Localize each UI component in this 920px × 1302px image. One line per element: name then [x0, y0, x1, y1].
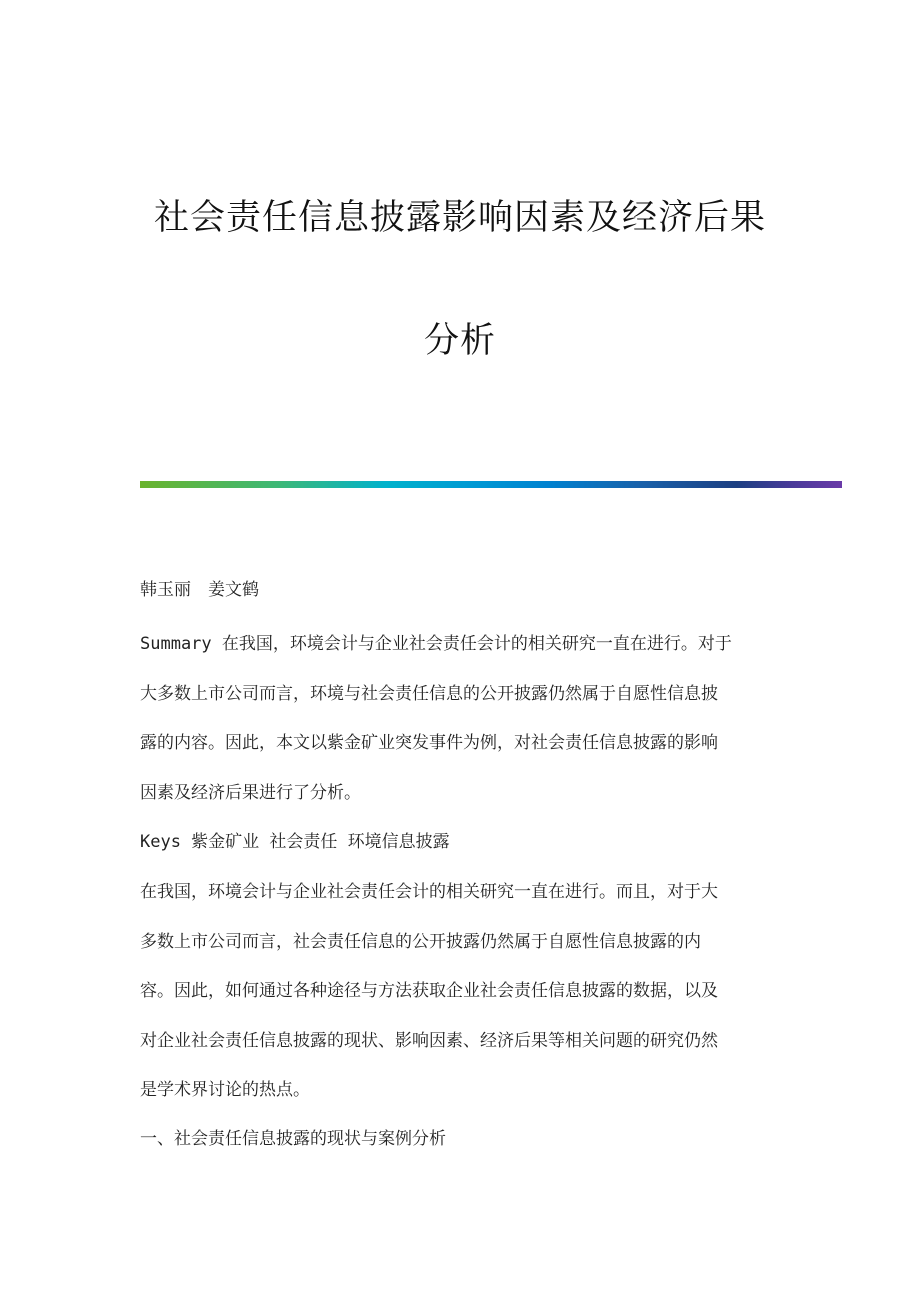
summary-line: Summary 在我国，环境会计与企业社会责任会计的相关研究一直在进行。对于 [140, 634, 732, 654]
section-heading-text: 一、社会责任信息披露的现状与案例分析 [140, 1129, 446, 1149]
section-heading [140, 1115, 780, 1165]
keywords [140, 818, 780, 868]
body-line: 多数上市公司而言，社会责任信息的公开披露仍然属于自愿性信息披露的内 [140, 931, 701, 952]
gradient-divider [140, 481, 842, 488]
keywords-text: Keys 紫金矿业 社会责任 环境信息披露 [140, 832, 450, 852]
body-line: 容。因此，如何通过各种途径与方法获取企业社会责任信息披露的数据，以及 [140, 981, 718, 1001]
summary-paragraph [140, 620, 780, 818]
summary-line: 因素及经济后果进行了分析。 [140, 782, 361, 803]
document-title-line-1: 社会责任信息披露影响因素及经济后果 [153, 198, 766, 238]
body-line: 对企业社会责任信息披露的现状、影响因素、经济后果等相关问题的研究仍然 [140, 1030, 718, 1051]
body-line: 是学术界讨论的热点。 [140, 1080, 310, 1100]
authors [140, 566, 780, 616]
document-title-line-2: 分析 [423, 321, 496, 361]
body-line: 在我国，环境会计与企业社会责任会计的相关研究一直在进行。而且，对于大 [140, 882, 718, 902]
authors-text: 韩玉丽 姜文鹤 [140, 580, 259, 600]
body-paragraph [140, 868, 780, 1116]
summary-line: 露的内容。因此，本文以紫金矿业突发事件为例，对社会责任信息披露的影响 [140, 733, 718, 753]
summary-line: 大多数上市公司而言，环境与社会责任信息的公开披露仍然属于自愿性信息披 [140, 683, 718, 704]
